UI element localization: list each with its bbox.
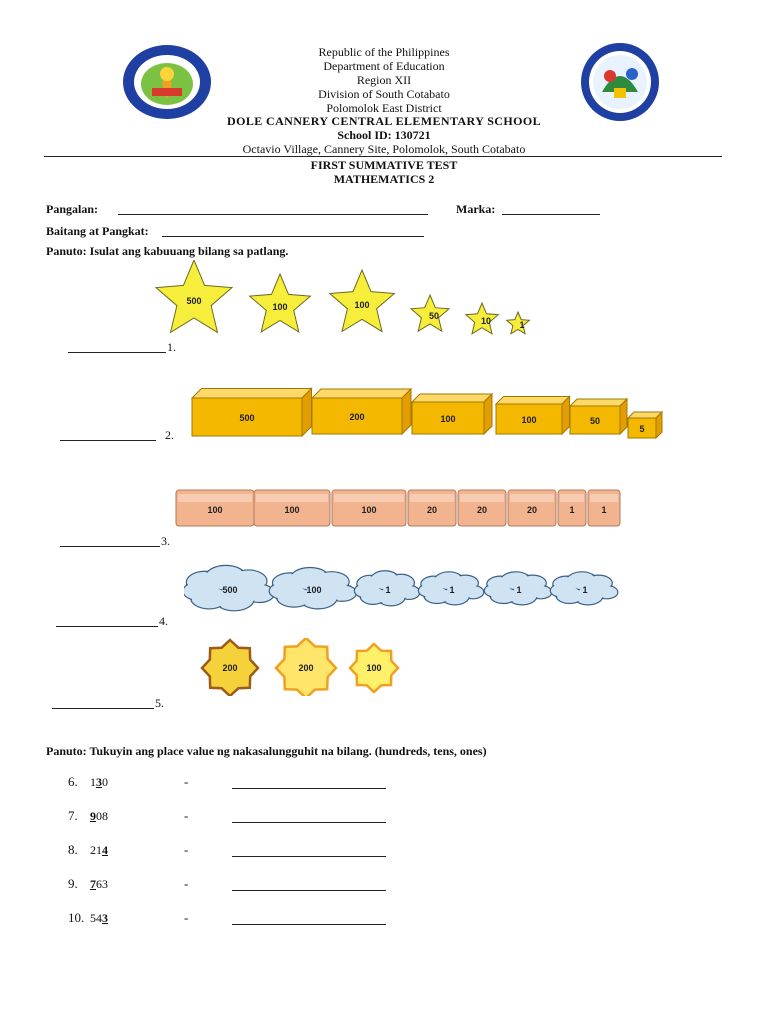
underlined-digit: 7 (90, 877, 96, 891)
header-district: Polomolok East District (326, 101, 442, 115)
question-value: 908 (90, 809, 108, 823)
answer-line[interactable] (232, 810, 386, 823)
item-number-1: 1. (167, 340, 176, 354)
cylinder-value: 1 (569, 505, 575, 515)
answer-field-4[interactable] (56, 614, 158, 627)
burst-value: 200 (222, 663, 238, 673)
box-top (412, 394, 492, 402)
cloud-value: 500 (222, 585, 238, 595)
part1-instruction: Panuto: Isulat ang kabuuang bilang sa patlang. (46, 244, 289, 258)
question-value: 130 (90, 775, 108, 789)
underlined-digit: 4 (102, 843, 108, 857)
box-value: 50 (589, 416, 601, 426)
question-number: 7. (68, 808, 78, 823)
cloud-value: 1 (385, 585, 391, 595)
question-row (68, 808, 108, 824)
answer-field-5[interactable] (52, 696, 154, 709)
cylinder-highlight (460, 494, 504, 502)
item-number-5: 5. (155, 696, 164, 710)
cylinder-highlight (178, 494, 252, 502)
cylinder-value: 20 (476, 505, 488, 515)
cloud-value: 1 (582, 585, 588, 595)
question-number: 10. (68, 910, 85, 925)
item-number-2: 2. (165, 428, 174, 442)
header-country: Republic of the Philippines (318, 45, 450, 59)
cylinder-highlight (256, 494, 328, 502)
cylinder-highlight (590, 494, 618, 502)
school-name: DOLE CANNERY CENTRAL ELEMENTARY SCHOOL (227, 114, 541, 128)
question-row (68, 876, 108, 892)
score-label: Marka: (456, 202, 496, 216)
item-number-4: 4. (159, 614, 168, 628)
school-address: Octavio Village, Cannery Site, Polomolok, South Cotabato (242, 142, 526, 156)
cloud-value: 1 (449, 585, 455, 595)
burst-value: 100 (366, 663, 382, 673)
question-dash: - (184, 808, 189, 823)
question-row (68, 842, 108, 858)
school-id: School ID: 130721 (337, 128, 431, 142)
cylinder-highlight (510, 494, 554, 502)
name-label: Pangalan: (46, 202, 99, 216)
question-dash: - (184, 876, 189, 891)
question-value: 763 (90, 877, 108, 891)
name-field[interactable] (118, 202, 428, 215)
cylinder-value: 100 (207, 505, 223, 515)
box-top (312, 389, 411, 398)
cylinder-value: 20 (426, 505, 438, 515)
cylinder-highlight (410, 494, 454, 502)
header-region: Region XII (356, 73, 412, 87)
burst-value: 200 (298, 663, 314, 673)
star-value: 100 (354, 300, 370, 310)
header-division: Division of South Cotabato (318, 87, 450, 101)
test-title: FIRST SUMMATIVE TEST (310, 158, 458, 172)
header-department: Department of Education (323, 59, 445, 73)
item4-clouds (184, 564, 654, 614)
box-value: 100 (521, 415, 537, 425)
box-top (496, 397, 570, 405)
answer-line[interactable] (232, 878, 386, 891)
answer-field-1[interactable] (68, 340, 166, 353)
answer-line[interactable] (232, 912, 386, 925)
score-field[interactable] (502, 202, 600, 215)
star-value: 1 (519, 320, 525, 330)
item3-cylinders (170, 486, 630, 530)
item-number-3: 3. (161, 534, 170, 548)
underlined-digit: 3 (96, 775, 102, 789)
answer-line[interactable] (232, 844, 386, 857)
box-top (570, 399, 627, 406)
box-value: 200 (349, 412, 365, 422)
question-dash: - (184, 910, 189, 925)
box-value: 5 (639, 424, 645, 434)
cylinder-value: 100 (284, 505, 300, 515)
cylinder-highlight (334, 494, 404, 502)
star-value: 50 (428, 311, 440, 321)
box-top (192, 389, 312, 399)
cloud-value: 1 (516, 585, 522, 595)
question-number: 9. (68, 876, 78, 891)
header-divider (44, 156, 722, 157)
grade-field[interactable] (162, 224, 424, 237)
underlined-digit: 3 (102, 911, 108, 925)
grade-label: Baitang at Pangkat: (46, 224, 149, 238)
underlined-digit: 9 (90, 809, 96, 823)
cylinder-value: 1 (601, 505, 607, 515)
cylinder-value: 20 (526, 505, 538, 515)
answer-field-2[interactable] (60, 428, 156, 441)
item1-stars (140, 260, 540, 342)
question-dash: - (184, 842, 189, 857)
box-value: 500 (239, 413, 255, 423)
question-number: 6. (68, 774, 78, 789)
question-number: 8. (68, 842, 78, 857)
subject-title: MATHEMATICS 2 (333, 172, 435, 186)
answer-field-3[interactable] (60, 534, 160, 547)
star-value: 10 (480, 316, 492, 326)
part2-instruction: Panuto: Tukuyin ang place value ng nakasalungguhit na bilang. (hundreds, tens, ones) (46, 744, 487, 758)
cloud-value: 100 (306, 585, 322, 595)
cylinder-highlight (560, 494, 584, 502)
question-row (68, 774, 108, 790)
question-row (68, 910, 108, 926)
star-value: 100 (272, 302, 288, 312)
question-dash: - (184, 774, 189, 789)
box-side (620, 399, 627, 434)
box-value: 100 (440, 414, 456, 424)
question-value: 214 (90, 843, 108, 857)
item5-bursts (190, 638, 420, 696)
answer-line[interactable] (232, 776, 386, 789)
cylinder-value: 100 (361, 505, 377, 515)
star-value: 500 (186, 296, 202, 306)
question-value: 543 (90, 911, 108, 925)
star-shape (507, 312, 530, 334)
item2-boxes (188, 380, 668, 442)
